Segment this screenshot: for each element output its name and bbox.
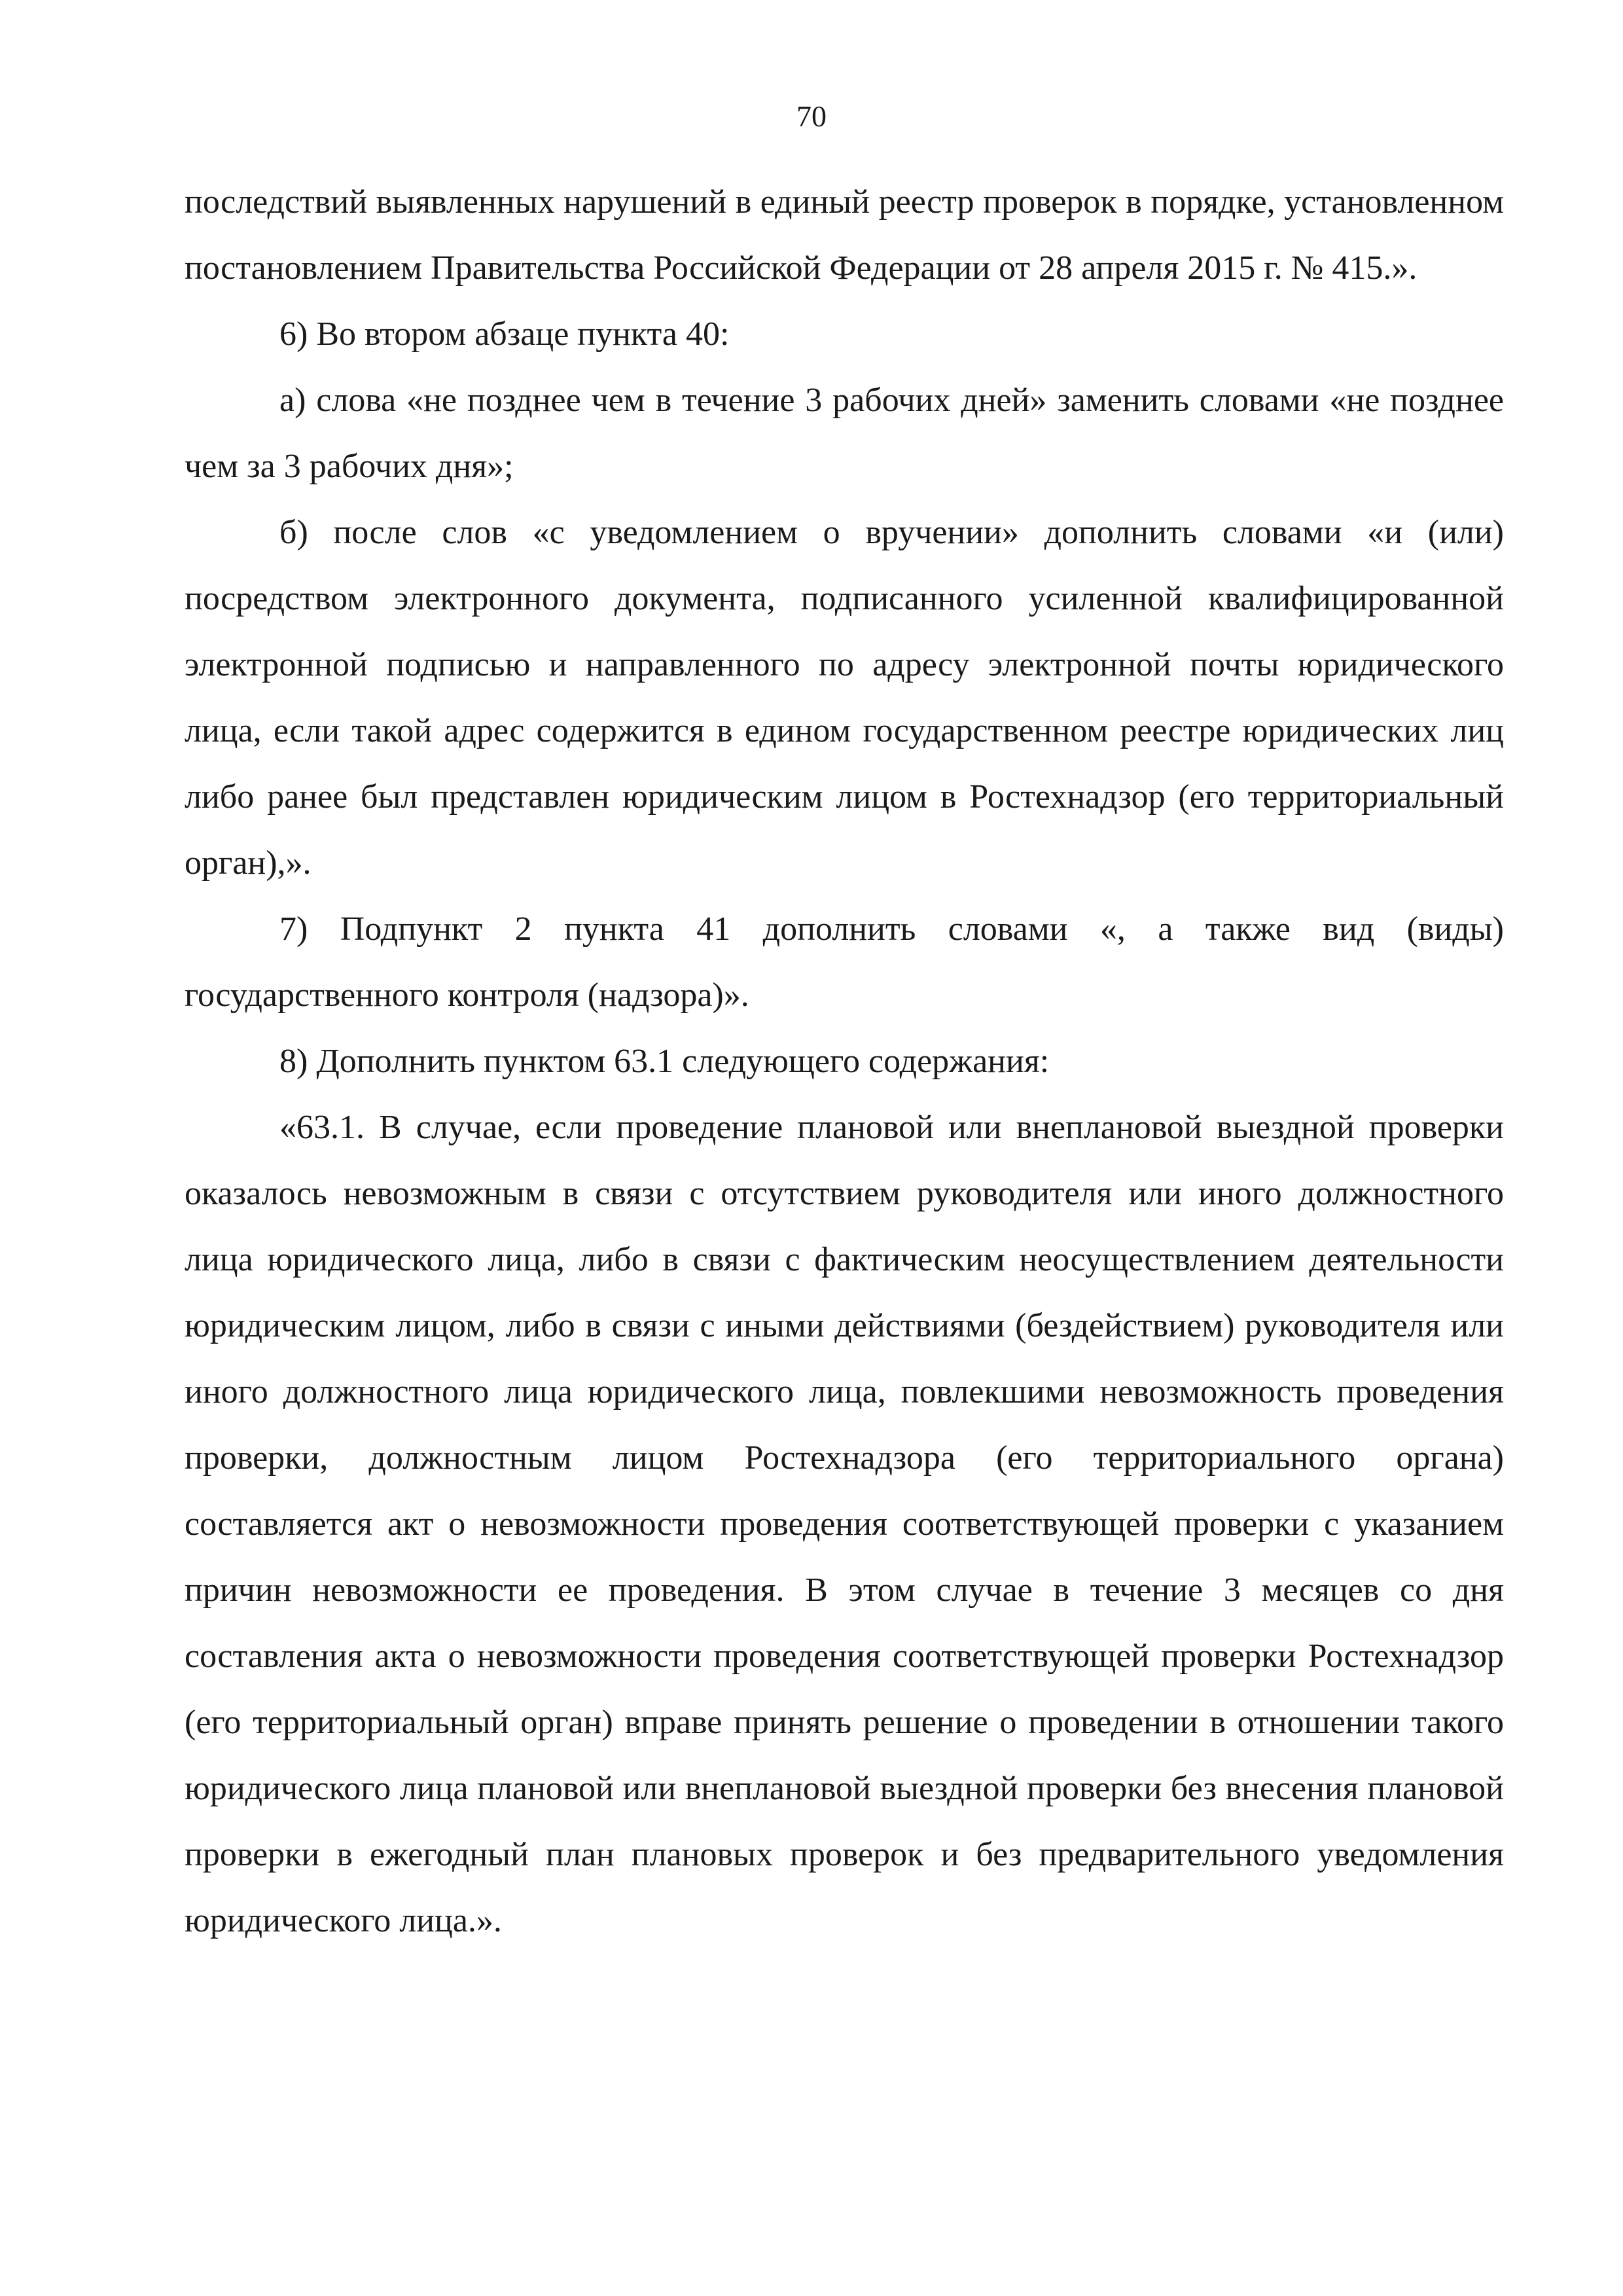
- document-body: [185, 169, 1504, 1954]
- paragraph-subitem-a: а) слова «не позднее чем в течение 3 рабочих дней» заменить словами «не позднее чем за 3 рабочих дня»;: [185, 382, 1504, 485]
- paragraph-item-7: 7) Подпункт 2 пункта 41 дополнить словами «, а также вид (виды) государственного контроля (надзора)».: [185, 910, 1504, 1014]
- paragraph-continuation: последствий выявленных нарушений в единый реестр проверок в порядке, установленном постановлением Правительства Российской Федерации от 28 апреля 2015 г. № 415.».: [185, 183, 1504, 287]
- paragraph-clause-63-1: «63.1. В случае, если проведение плановой или внеплановой выездной проверки оказалось невозможным в связи с отсутствием руководителя или иного должностного лица юридического лица, либо в связи с фактическим неосуществлением деятельности юридическим лицом, либо в связи с иными действиями (бездействием) руководителя или иного должностного лица юридического лица, повлекшими невозможность проведения проверки, должностным лицом Ростехнадзора (его территориального органа) составляется акт о невозможности проведения соответствующей проверки с указанием причин невозможности ее проведения. В этом случае в течение 3 месяцев со дня составления акта о невозможности проведения соответствующей проверки Ростехнадзор (его территориальный орган) вправе принять решение о проведении в отношении такого юридического лица плановой или внеплановой выездной проверки без внесения плановой проверки в ежегодный план плановых проверок и без предварительного уведомления юридического лица.».: [185, 1109, 1504, 1939]
- paragraph-item-6: 6) Во втором абзаце пункта 40:: [279, 315, 730, 353]
- page-number: 70: [796, 99, 827, 133]
- paragraph-subitem-b: б) после слов «с уведомлением о вручении» дополнить словами «и (или) посредством электронного документа, подписанного усиленной квалифицированной электронной подписью и направленного по адресу электронной почты юридического лица, если такой адрес содержится в едином государственном реестре юридических лиц либо ранее был представлен юридическим лицом в Ростехнадзор (его территориальный орган),».: [185, 514, 1504, 882]
- paragraph-item-8: 8) Дополнить пунктом 63.1 следующего содержания:: [279, 1043, 1050, 1080]
